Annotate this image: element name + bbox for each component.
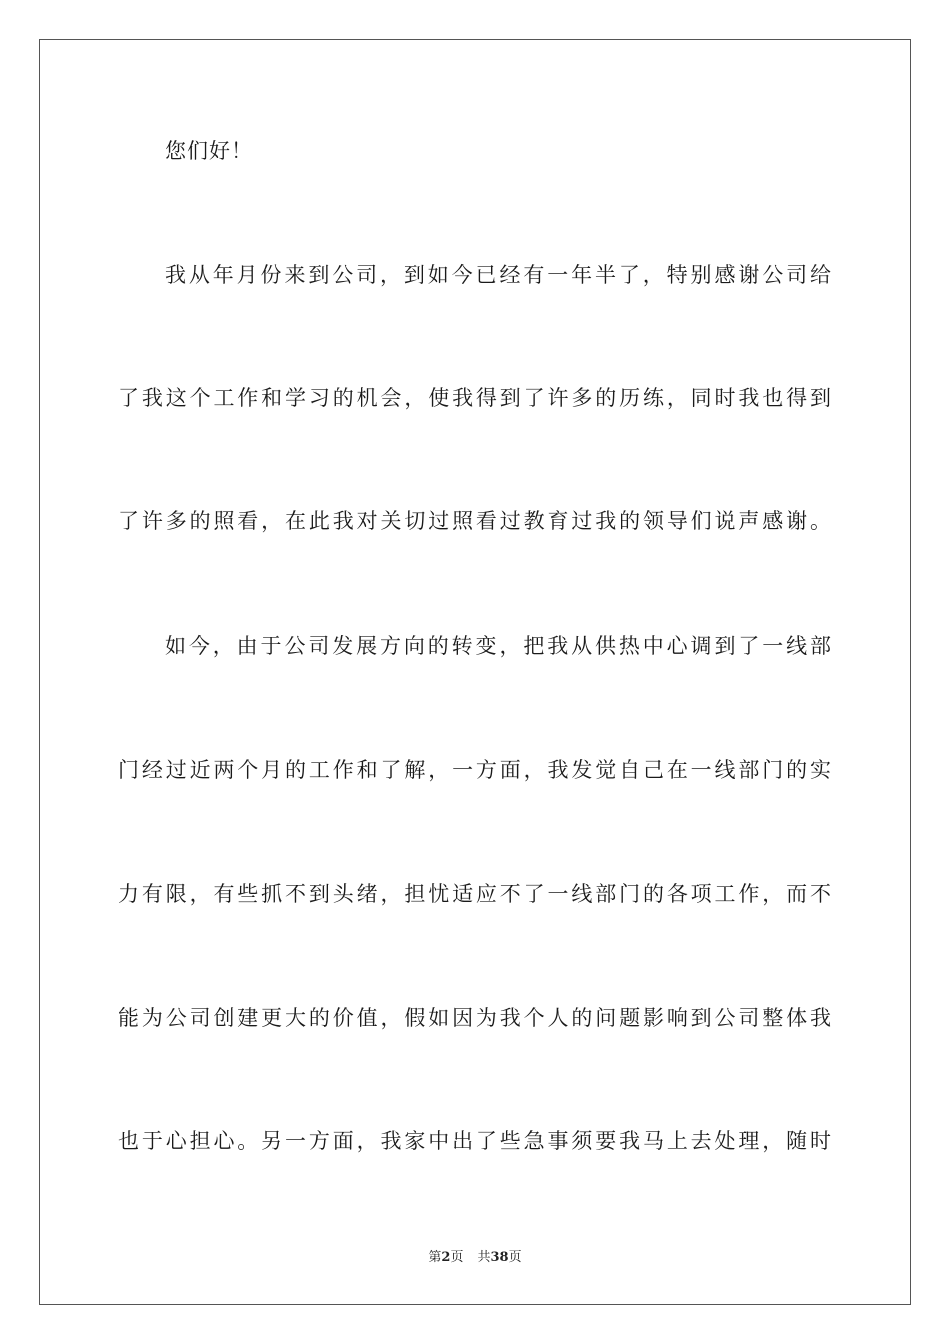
page-suffix: 页 bbox=[450, 1250, 464, 1265]
paragraph-2-line-5: 也于心担心。另一方面，我家中出了些急事须要我马上去处理，随时 bbox=[118, 1129, 832, 1153]
paragraph-2-line-3: 力有限，有些抓不到头绪，担忧适应不了一线部门的各项工作，而不 bbox=[118, 882, 832, 906]
paragraph-1-line-1: 我从年月份来到公司，到如今已经有一年半了，特别感谢公司给 bbox=[165, 263, 832, 287]
total-pages: 38 bbox=[490, 1250, 509, 1265]
paragraph-2-line-4: 能为公司创建更大的价值，假如因为我个人的问题影响到公司整体我 bbox=[118, 1006, 832, 1030]
total-prefix: 共 bbox=[477, 1250, 491, 1265]
paragraph-1-line-3: 了许多的照看，在此我对关切过照看过教育过我的领导们说声感谢。 bbox=[118, 509, 832, 533]
greeting-line: 您们好！ bbox=[165, 139, 253, 163]
paragraph-2-line-1: 如今，由于公司发展方向的转变，把我从供热中心调到了一线部 bbox=[165, 634, 832, 658]
paragraph-2-line-2: 门经过近两个月的工作和了解，一方面，我发觉自己在一线部门的实 bbox=[118, 758, 832, 782]
page-prefix: 第 bbox=[428, 1250, 442, 1265]
page-footer bbox=[0, 1246, 950, 1265]
page-number: 2 bbox=[441, 1250, 451, 1265]
page-frame bbox=[39, 39, 911, 1305]
paragraph-1-line-2: 了我这个工作和学习的机会，使我得到了许多的历练，同时我也得到 bbox=[118, 386, 832, 410]
total-suffix: 页 bbox=[508, 1250, 522, 1265]
